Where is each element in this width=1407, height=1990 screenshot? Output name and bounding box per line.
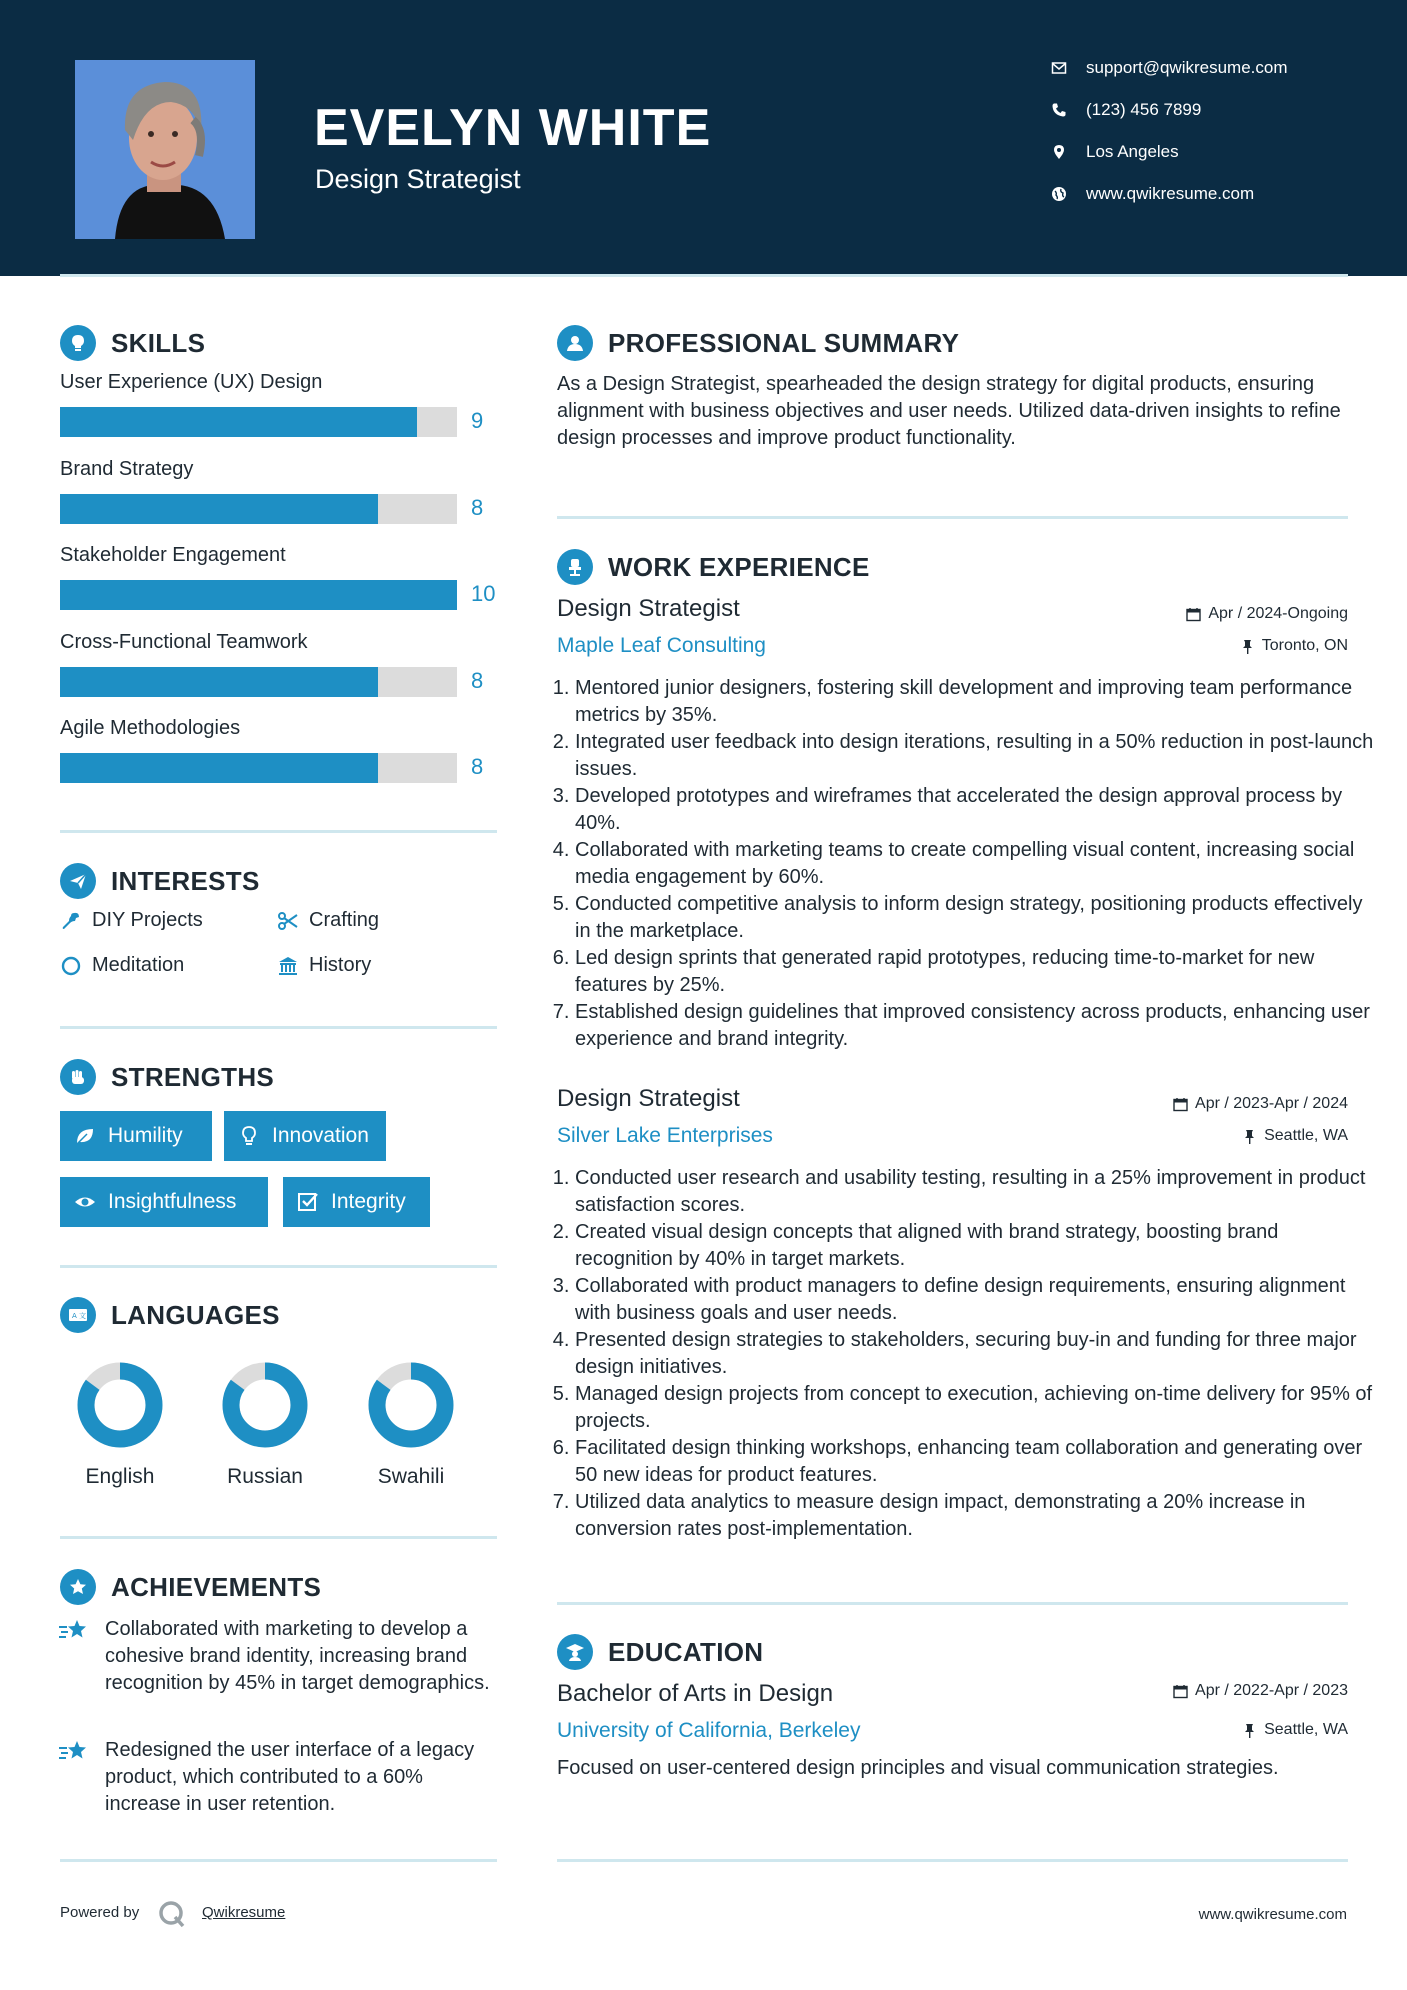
list-item: 7. Established design guidelines that improved consistency across products, enhancing user experience and brand integrity. [575,999,1375,1053]
scissors-icon [277,910,299,932]
skill-score: 8 [471,494,484,520]
contact-email-text: support@qwikresume.com [1086,58,1288,77]
qwikresume-link[interactable]: Qwikresume [202,1904,286,1921]
job-location: Toronto, ON [1000,637,1348,655]
education-location: Seattle, WA [1000,1721,1348,1739]
leaf-icon [74,1125,96,1147]
strength-badge: Innovation [224,1111,386,1161]
shooting-star-icon [58,1617,90,1645]
company-name: Silver Lake Enterprises [557,1124,773,1147]
list-item: 5. Managed design projects from concept to execution, achieving on-time delivery for 95% of projects. [575,1381,1375,1435]
interest-item: Meditation [60,954,184,977]
list-item: 6. Facilitated design thinking workshops, enhancing team collaboration and generating over 50 new ideas for product features. [575,1435,1375,1489]
interest-item: Crafting [277,909,379,932]
job-bullets [557,675,1375,1053]
list-item: 1. Mentored junior designers, fostering skill development and improving team performance metrics by 35%. [575,675,1375,729]
job-location: Seattle, WA [1000,1127,1348,1145]
office-chair-icon [557,549,593,585]
location-pin-icon [1050,143,1068,161]
summary-title: PROFESSIONAL SUMMARY [608,328,960,358]
achievement-item: Redesigned the user interface of a legacy product, which contributed to a 60% increase in user retention. [105,1739,475,1815]
skill-bar [60,407,457,437]
language-label: Swahili [377,1465,445,1488]
achievement-item: Collaborated with marketing to develop a cohesive brand identity, increasing brand recognition by 45% in target demographics. [105,1618,490,1694]
skill-bar-fill [60,753,378,783]
footer-url[interactable]: www.qwikresume.com [1198,1906,1347,1923]
job-title: Design Strategist [557,1085,740,1112]
section-divider [557,516,1348,519]
list-item: 3. Developed prototypes and wireframes that accelerated the design approval process by 40%. [575,783,1375,837]
skill-label: Stakeholder Engagement [60,544,286,566]
qwikresume-logo-icon [157,1899,187,1929]
svg-text:A: A [72,1312,77,1320]
globe-icon [1050,185,1068,203]
skill-bar-fill [60,494,378,524]
list-item: 6. Led design sprints that generated rapid prototypes, reducing time-to-market for new features by 25%. [575,945,1375,999]
powered-by-label: Powered by [60,1904,140,1921]
contact-website[interactable] [1050,184,1254,204]
summary-text: As a Design Strategist, spearheaded the design strategy for digital products, ensuring alignment with business objectives and user needs. Utilized data-driven insights to refine design processes and improve product functionality. [557,373,1341,449]
contact-location-text: Los Angeles [1086,142,1179,161]
language-label: Russian [227,1465,303,1488]
calendar-icon [1173,1684,1188,1699]
section-divider [60,1859,497,1862]
skill-bar-fill [60,667,378,697]
section-divider [60,830,497,833]
wrench-icon [60,910,82,932]
header-divider [60,274,1348,277]
calendar-icon [1186,607,1201,622]
skill-score: 9 [471,408,484,433]
fist-icon [60,1059,96,1095]
skill-label: Agile Methodologies [60,717,241,739]
calendar-icon [1173,1097,1188,1112]
list-item: 4. Collaborated with marketing teams to create compelling visual content, increasing social media engagement by 60%. [575,837,1375,891]
list-item: 2. Created visual design concepts that aligned with brand strategy, boosting brand recognition by 40% in target markets. [575,1219,1375,1273]
phone-icon [1050,101,1068,119]
language-label: English [85,1465,155,1488]
strength-badge: Humility [60,1111,212,1161]
company-name: Maple Leaf Consulting [557,634,766,657]
contact-phone[interactable] [1050,100,1201,120]
strengths-title: STRENGTHS [111,1062,275,1092]
list-item: 1. Conducted user research and usability testing, resulting in a 25% improvement in product satisfaction scores. [575,1165,1375,1219]
lightbulb-icon [238,1125,260,1147]
skill-score: 8 [471,667,484,693]
list-item: 7. Utilized data analytics to measure design impact, demonstrating a 20% increase in conversion rates post-implementation. [575,1489,1375,1543]
eye-icon [74,1191,96,1213]
pushpin-icon [1242,1129,1257,1144]
skill-bar-fill [60,580,457,610]
skill-score: 8 [471,754,484,779]
skill-label: User Experience (UX) Design [60,371,323,393]
pushpin-icon [1240,639,1255,654]
job-title: Design Strategist [557,595,740,622]
degree-title: Bachelor of Arts in Design [557,1680,834,1707]
paper-plane-icon [60,863,96,899]
list-item: 3. Collaborated with product managers to define design requirements, ensuring alignment with business goals and user needs. [575,1273,1375,1327]
contact-website-text: www.qwikresume.com [1086,184,1255,203]
skill-label: Brand Strategy [60,457,194,480]
skill-score: 10 [471,581,496,606]
language-level-ring [368,1362,454,1448]
contact-email[interactable] [1050,58,1288,78]
strength-badge: Integrity [283,1177,430,1227]
language-level-ring [77,1362,163,1448]
education-text: Focused on user-centered design principles and visual communication strategies. [557,1757,1279,1779]
lightbulb-icon [60,325,96,361]
language-icon [60,1297,96,1333]
list-item: 2. Integrated user feedback into design iterations, resulting in a 50% reduction in post-launch issues. [575,729,1375,783]
list-item: 4. Presented design strategies to stakeholders, securing buy-in and funding for three major design initiatives. [575,1327,1375,1381]
skill-bar [60,494,457,524]
interests-title: INTERESTS [111,866,260,896]
section-divider [60,1265,497,1268]
achievements-title: ACHIEVEMENTS [111,1572,322,1602]
graduate-icon [557,1634,593,1670]
candidate-role: Design Strategist [315,164,521,194]
language-level-ring [222,1362,308,1448]
checkbox-icon [297,1191,319,1213]
work-title: WORK EXPERIENCE [608,552,870,582]
languages-title: LANGUAGES [111,1300,280,1330]
section-divider [557,1602,1348,1605]
skill-bar [60,753,457,783]
skill-bar [60,580,457,610]
envelope-icon [1050,59,1068,77]
strength-badge: Insightfulness [60,1177,268,1227]
contact-phone-text: (123) 456 7899 [1086,100,1202,119]
pushpin-icon [1242,1723,1257,1738]
svg-text:文: 文 [79,1312,86,1320]
job-dates: Apr / 2023-Apr / 2024 [1000,1095,1348,1113]
museum-icon [277,955,299,977]
list-item: 5. Conducted competitive analysis to inform design strategy, positioning products effectively in the marketplace. [575,891,1375,945]
candidate-name: EVELYN WHITE [314,99,712,157]
job-bullets [557,1165,1375,1543]
contact-location [1050,142,1179,162]
education-title: EDUCATION [608,1637,764,1667]
user-icon [557,325,593,361]
skills-title: SKILLS [111,328,206,358]
job-dates: Apr / 2024-Ongoing [1000,605,1348,623]
skill-bar [60,667,457,697]
shooting-star-icon [58,1738,90,1766]
interest-item: DIY Projects [60,909,203,932]
interest-item: History [277,954,371,977]
circle-icon [60,955,82,977]
section-divider [60,1536,497,1539]
skill-label: Cross-Functional Teamwork [60,630,308,653]
profile-photo [75,60,255,239]
education-dates: Apr / 2022-Apr / 2023 [1000,1682,1348,1700]
star-badge-icon [60,1569,96,1605]
section-divider [60,1026,497,1029]
school-name: University of California, Berkeley [557,1719,861,1742]
section-divider [557,1859,1348,1862]
skill-bar-fill [60,407,417,437]
